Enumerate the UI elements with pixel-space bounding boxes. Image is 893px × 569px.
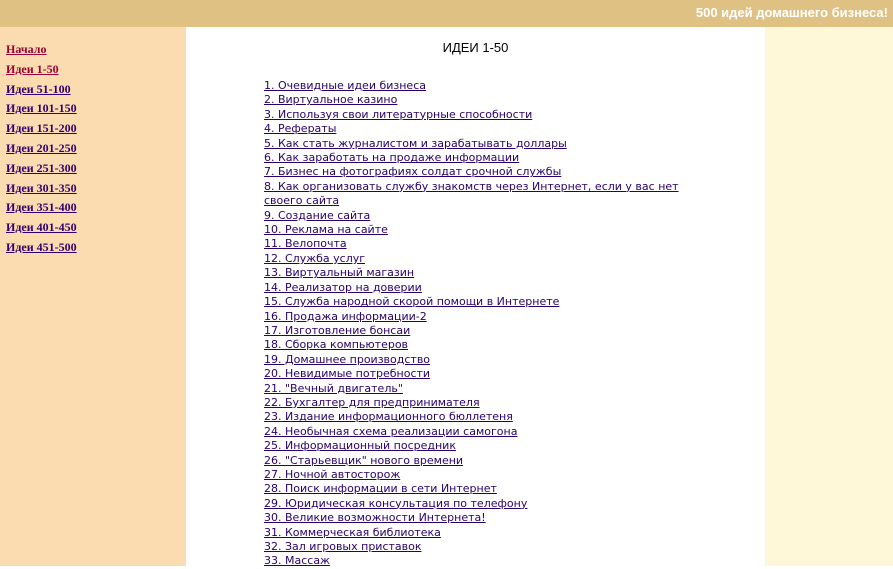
idea-link[interactable]: 19. Домашнее производство: [264, 352, 431, 366]
idea-link[interactable]: 18. Сборка компьютеров: [264, 338, 409, 352]
list-item: [264, 482, 704, 496]
list-item: [264, 165, 704, 179]
list-item: [264, 310, 704, 324]
idea-link[interactable]: 22. Бухгалтер для предпринимателя: [264, 395, 480, 409]
sidebar-item: [6, 236, 77, 256]
list-item: [264, 295, 704, 309]
page-title: ИДЕИ 1-50: [442, 40, 509, 55]
list-item: [264, 338, 704, 352]
idea-link[interactable]: 9. Создание сайта: [264, 208, 371, 222]
ideas-list: [264, 79, 704, 569]
list-item: [264, 396, 704, 410]
list-item: [264, 180, 704, 209]
list-item: [264, 454, 704, 468]
idea-link[interactable]: 31. Коммерческая библиотека: [264, 525, 441, 539]
list-item: [264, 137, 704, 151]
idea-link[interactable]: 17. Изготовление бонсаи: [264, 323, 411, 337]
list-item: [264, 252, 704, 266]
sidebar-link[interactable]: Начало: [6, 42, 47, 56]
sidebar-link[interactable]: Идеи 201-250: [6, 140, 77, 155]
list-item: [264, 108, 704, 122]
sidebar-link[interactable]: Идеи 51-100: [6, 81, 71, 96]
list-item: [264, 439, 704, 453]
list-item: [264, 93, 704, 107]
sidebar-link[interactable]: Идеи 351-400: [6, 200, 77, 215]
idea-link[interactable]: 10. Реклама на сайте: [264, 223, 388, 237]
list-item: [264, 237, 704, 251]
idea-link[interactable]: 25. Информационный посредник: [264, 439, 456, 453]
sidebar-item: [6, 117, 77, 137]
idea-link[interactable]: 30. Великие возможности Интернета!: [264, 511, 486, 525]
sidebar-link[interactable]: Идеи 251-300: [6, 160, 77, 175]
list-item: [264, 410, 704, 424]
list-item: [264, 209, 704, 223]
idea-link[interactable]: 11. Велопочта: [264, 237, 347, 251]
idea-link[interactable]: 5. Как стать журналистом и зарабатывать доллары: [264, 136, 567, 150]
main-content: [186, 27, 765, 566]
sidebar-item: [6, 97, 77, 117]
idea-link[interactable]: 4. Рефераты: [264, 122, 337, 136]
idea-link[interactable]: 12. Служба услуг: [264, 251, 366, 265]
idea-link[interactable]: 1. Очевидные идеи бизнеса: [264, 79, 426, 92]
list-item: [264, 425, 704, 439]
idea-link[interactable]: 20. Невидимые потребности: [264, 367, 431, 381]
list-item: [264, 281, 704, 295]
sidebar-item: [6, 196, 77, 216]
idea-link[interactable]: 27. Ночной автосторож: [264, 467, 401, 481]
list-item: [264, 497, 704, 511]
sidebar-item: [6, 58, 77, 78]
list-item: [264, 353, 704, 367]
sidebar-link[interactable]: Идеи 301-350: [6, 180, 77, 195]
idea-link[interactable]: 16. Продажа информации-2: [264, 309, 427, 323]
sidebar-link[interactable]: Идеи 451-500: [6, 239, 77, 254]
idea-link[interactable]: 3. Используя свои литературные способности: [264, 107, 533, 121]
idea-link[interactable]: 21. "Вечный двигатель": [264, 381, 403, 395]
list-item: [264, 79, 704, 93]
idea-link[interactable]: 33. Массаж: [264, 554, 330, 568]
list-item: [264, 382, 704, 396]
idea-link[interactable]: 14. Реализатор на доверии: [264, 280, 422, 294]
header-bar: [0, 0, 893, 27]
idea-link[interactable]: 26. "Старьевщик" нового времени: [264, 453, 464, 467]
sidebar-item: [6, 38, 77, 58]
idea-link[interactable]: 6. Как заработать на продаже информации: [264, 151, 520, 165]
idea-link[interactable]: 13. Виртуальный магазин: [264, 266, 415, 280]
sidebar-item: [6, 216, 77, 236]
sidebar-item: [6, 78, 77, 98]
list-item: [264, 324, 704, 338]
sidebar-item: [6, 137, 77, 157]
idea-link[interactable]: 23. Издание информационного бюллетеня: [264, 410, 513, 424]
list-item: [264, 151, 704, 165]
sidebar-link[interactable]: Идеи 401-450: [6, 220, 77, 235]
site-title: 500 идей домашнего бизнеса!: [695, 5, 888, 20]
list-item: [264, 540, 704, 554]
right-column: [765, 27, 893, 566]
list-item: [264, 266, 704, 280]
idea-link[interactable]: 8. Как организовать службу знакомств через Интернет, если у вас нет своего сайта: [264, 179, 679, 208]
sidebar-item: [6, 157, 77, 177]
sidebar-link[interactable]: Идеи 1-50: [6, 61, 59, 76]
sidebar-item: [6, 177, 77, 197]
idea-link[interactable]: 2. Виртуальное казино: [264, 93, 398, 107]
sidebar-list: [6, 38, 77, 256]
sidebar-nav: [0, 27, 186, 566]
idea-link[interactable]: 15. Служба народной скорой помощи в Интернете: [264, 295, 560, 309]
idea-link[interactable]: 32. Зал игровых приставок: [264, 540, 422, 553]
list-item: [264, 223, 704, 237]
idea-link[interactable]: 7. Бизнес на фотографиях солдат срочной службы: [264, 165, 562, 179]
list-item: [264, 468, 704, 482]
sidebar-link[interactable]: Идеи 151-200: [6, 121, 77, 136]
idea-link[interactable]: 29. Юридическая консультация по телефону: [264, 496, 528, 510]
sidebar-link[interactable]: Идеи 101-150: [6, 101, 77, 116]
idea-link[interactable]: 28. Поиск информации в сети Интернет: [264, 482, 497, 496]
idea-link[interactable]: 24. Необычная схема реализации самогона: [264, 424, 518, 438]
list-item: [264, 367, 704, 381]
list-item: [264, 526, 704, 540]
list-item: [264, 511, 704, 525]
list-item: [264, 554, 704, 568]
list-item: [264, 122, 704, 136]
